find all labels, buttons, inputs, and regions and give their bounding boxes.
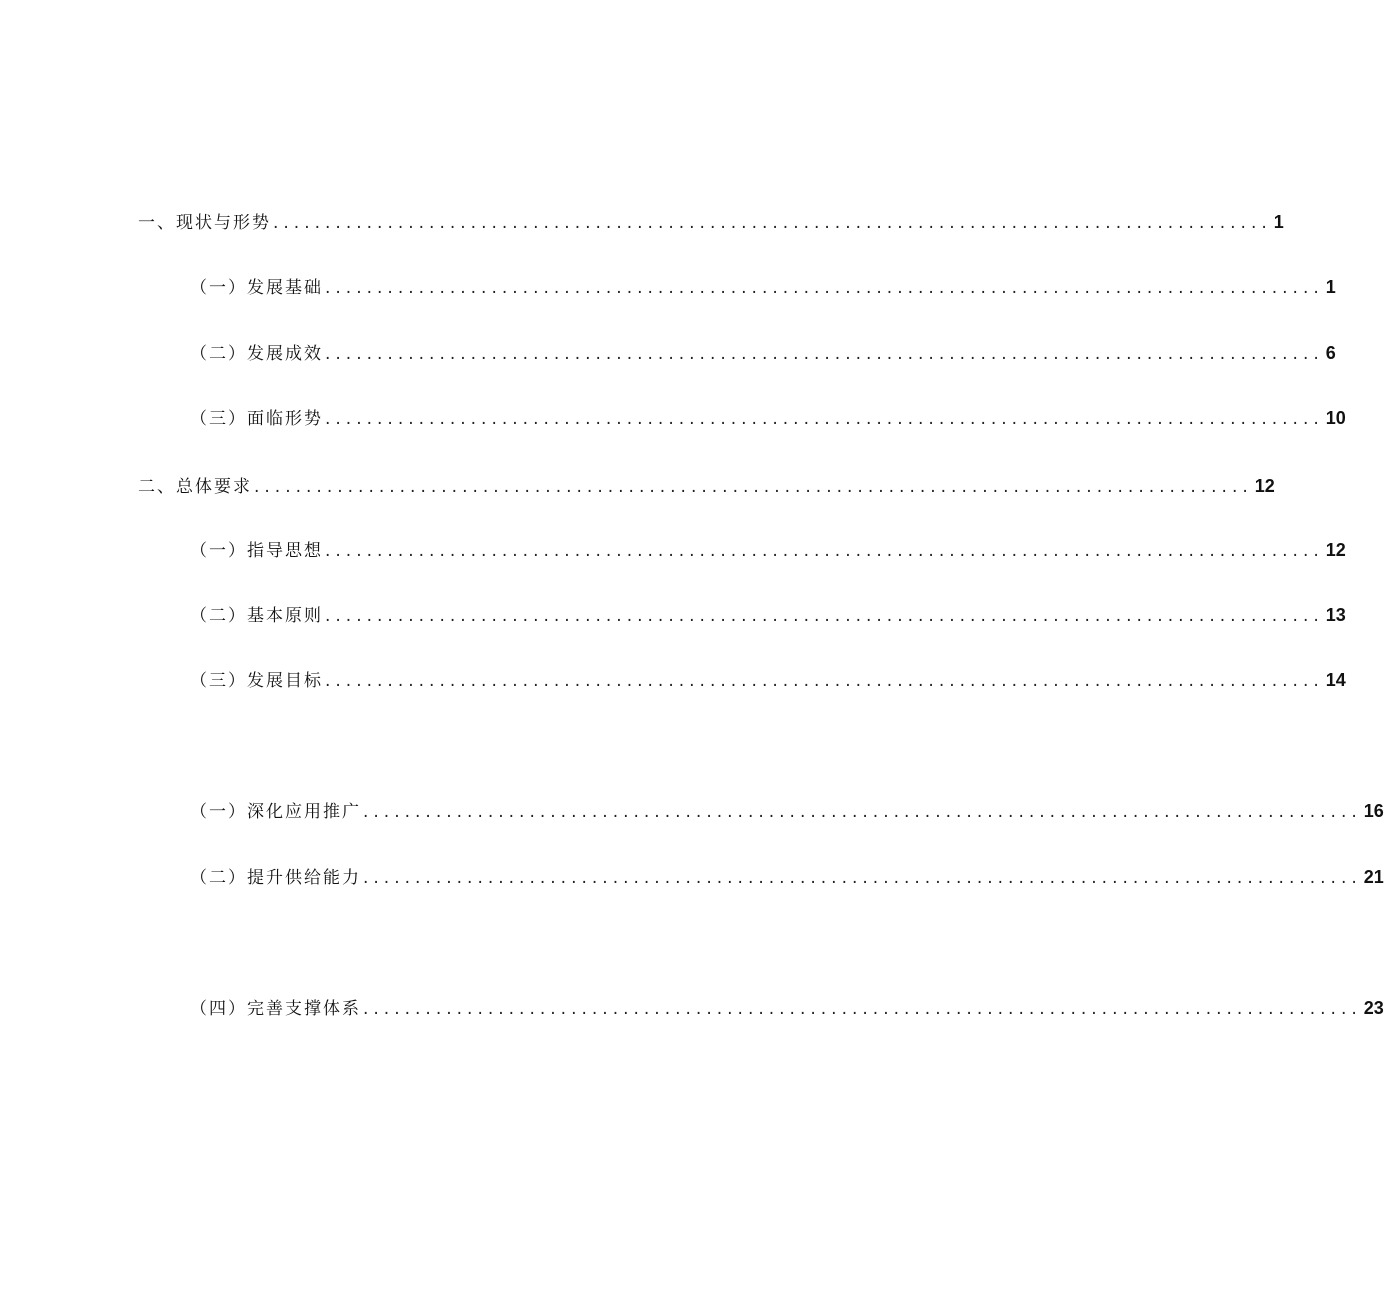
toc-page-number: 12: [1254, 476, 1275, 496]
toc-entry-title: （一）发展基础: [190, 278, 323, 298]
toc-entry-title: （三）面临形势: [190, 409, 323, 429]
toc-entry[interactable]: [190, 535, 1346, 565]
toc-dot-leader: ................................................................................................: [363, 999, 1362, 1019]
toc-page-number: 6: [1325, 343, 1336, 363]
toc-entry-title: （一）深化应用推广: [190, 802, 361, 822]
toc-entry[interactable]: [138, 207, 1284, 237]
toc-dot-leader: ................................................................................................: [325, 541, 1324, 561]
toc-entry[interactable]: [190, 600, 1346, 630]
toc-dot-leader: ................................................................................................: [325, 671, 1324, 691]
toc-entry-title: 二、总体要求: [138, 477, 252, 497]
toc-entry-title: （二）提升供给能力: [190, 868, 361, 888]
toc-entry-title: （二）发展成效: [190, 344, 323, 364]
toc-entry[interactable]: [190, 796, 1384, 826]
toc-page-number: 23: [1363, 998, 1384, 1018]
toc-dot-leader: ................................................................................................: [254, 477, 1253, 497]
toc-dot-leader: ................................................................................................: [363, 868, 1362, 888]
toc-entry-title: （一）指导思想: [190, 541, 323, 561]
toc-page-number: 1: [1325, 277, 1336, 297]
toc-page-number: 1: [1273, 212, 1284, 232]
toc-dot-leader: ................................................................................................: [363, 802, 1362, 822]
toc-entry[interactable]: [190, 862, 1384, 892]
toc-dot-leader: ................................................................................................: [273, 213, 1272, 233]
toc-entry-title: （二）基本原则: [190, 606, 323, 626]
toc-page-number: 13: [1325, 605, 1346, 625]
toc-entry[interactable]: [190, 272, 1336, 302]
toc-page-number: 10: [1325, 408, 1346, 428]
toc-entry[interactable]: [190, 403, 1346, 433]
toc-entry-title: 一、现状与形势: [138, 213, 271, 233]
toc-entry[interactable]: [190, 665, 1346, 695]
toc-entry-title: （四）完善支撑体系: [190, 999, 361, 1019]
toc-dot-leader: ................................................................................................: [325, 344, 1324, 364]
toc-page-number: 16: [1363, 801, 1384, 821]
toc-entry-title: （三）发展目标: [190, 671, 323, 691]
toc-page-number: 14: [1325, 670, 1346, 690]
toc-dot-leader: ................................................................................................: [325, 606, 1324, 626]
toc-page-number: 21: [1363, 867, 1384, 887]
toc-entry[interactable]: [190, 993, 1384, 1023]
toc-dot-leader: ................................................................................................: [325, 278, 1324, 298]
toc-dot-leader: ................................................................................................: [325, 409, 1324, 429]
toc-entry[interactable]: [190, 338, 1336, 368]
toc-entry[interactable]: [138, 471, 1275, 501]
toc-page-number: 12: [1325, 540, 1346, 560]
